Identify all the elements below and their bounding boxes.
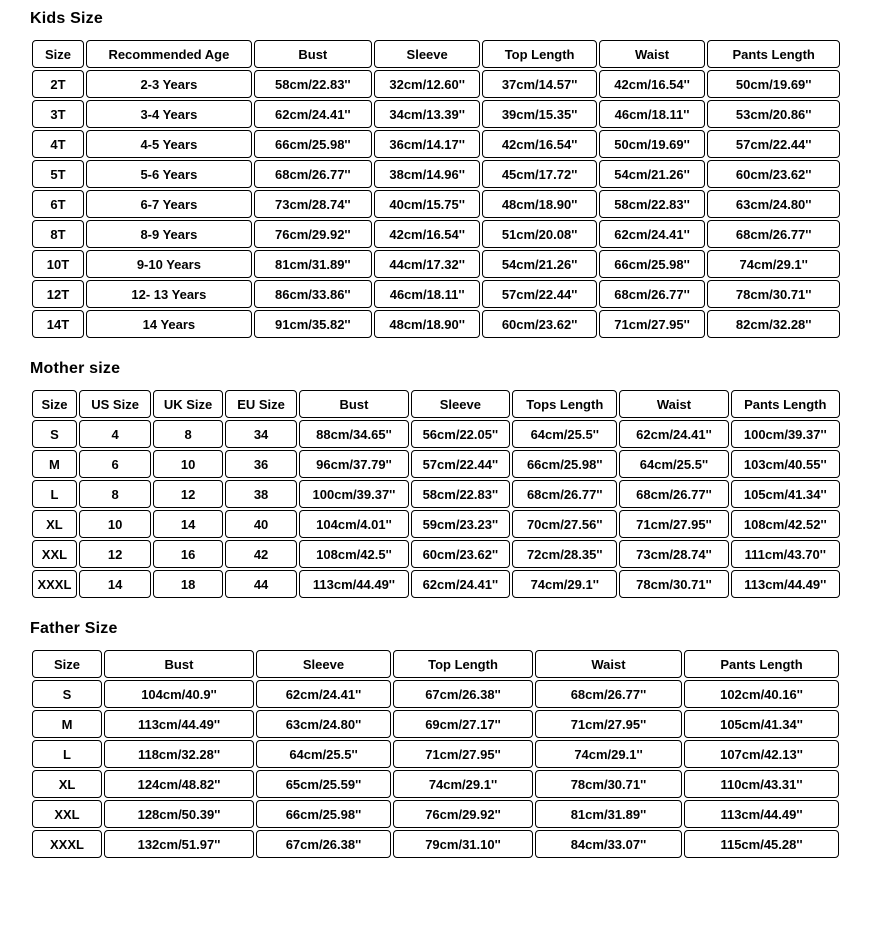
table-cell: 82cm/32.28'' [707,310,840,338]
table-cell: 113cm/44.49'' [684,800,839,828]
table-cell: 62cm/24.41'' [256,680,391,708]
table-cell: 66cm/25.98'' [256,800,391,828]
table-header-row [32,650,839,678]
table-row [32,540,840,568]
table-header-row [32,390,840,418]
table-cell: 2-3 Years [86,70,252,98]
table-cell: 104cm/40.9'' [104,680,254,708]
table-cell: 9-10 Years [86,250,252,278]
table-cell: 45cm/17.72'' [482,160,596,188]
table-cell: 60cm/23.62'' [482,310,596,338]
table-row [32,310,840,338]
table-cell: 100cm/39.37'' [731,420,840,448]
column-header: US Size [79,390,151,418]
table-cell: 18 [153,570,223,598]
table-cell: 50cm/19.69'' [707,70,840,98]
table-cell: 42cm/16.54'' [599,70,706,98]
table-row [32,770,839,798]
table-cell: 66cm/25.98'' [599,250,706,278]
table-cell: 54cm/21.26'' [599,160,706,188]
table-cell: 8 [79,480,151,508]
table-cell: 16 [153,540,223,568]
table-cell: 5T [32,160,84,188]
table-row [32,680,839,708]
table-cell: 58cm/22.83'' [254,70,372,98]
table-cell: 58cm/22.83'' [411,480,510,508]
table-cell: 6 [79,450,151,478]
father-size-table [30,648,841,860]
table-row [32,830,839,858]
table-cell: 105cm/41.34'' [731,480,840,508]
table-cell: 74cm/29.1'' [535,740,682,768]
table-cell: 108cm/42.52'' [731,510,840,538]
table-cell: 88cm/34.65'' [299,420,408,448]
table-cell: 111cm/43.70'' [731,540,840,568]
table-cell: 62cm/24.41'' [619,420,728,448]
table-row [32,570,840,598]
table-cell: 42cm/16.54'' [482,130,596,158]
table-cell: 113cm/44.49'' [104,710,254,738]
column-header: Size [32,390,77,418]
section-mother-size [30,360,842,600]
table-cell: 4-5 Years [86,130,252,158]
table-cell: 12 [153,480,223,508]
table-cell: 113cm/44.49'' [731,570,840,598]
table-cell: 79cm/31.10'' [393,830,533,858]
column-header: Bust [299,390,408,418]
table-cell: 4T [32,130,84,158]
column-header: Pants Length [731,390,840,418]
table-cell: 78cm/30.71'' [619,570,728,598]
table-cell: 14 [79,570,151,598]
table-cell: 38 [225,480,297,508]
table-cell: XXXL [32,570,77,598]
column-header: Size [32,40,84,68]
table-cell: 14T [32,310,84,338]
table-cell: 72cm/28.35'' [512,540,617,568]
table-cell: 81cm/31.89'' [535,800,682,828]
table-cell: 14 [153,510,223,538]
table-cell: 78cm/30.71'' [707,280,840,308]
table-cell: 78cm/30.71'' [535,770,682,798]
table-cell: 105cm/41.34'' [684,710,839,738]
column-header: Recommended Age [86,40,252,68]
table-cell: 66cm/25.98'' [512,450,617,478]
table-cell: 44cm/17.32'' [374,250,481,278]
section-father-size [30,620,842,860]
table-row [32,220,840,248]
table-cell: 62cm/24.41'' [254,100,372,128]
table-row [32,480,840,508]
table-cell: 48cm/18.90'' [374,310,481,338]
table-cell: 74cm/29.1'' [393,770,533,798]
column-header: Pants Length [684,650,839,678]
table-cell: 74cm/29.1'' [512,570,617,598]
table-cell: 40cm/15.75'' [374,190,481,218]
table-cell: 108cm/42.5'' [299,540,408,568]
kids-size-title: Kids Size [30,10,103,27]
column-header: Tops Length [512,390,617,418]
table-cell: 113cm/44.49'' [299,570,408,598]
table-cell: 53cm/20.86'' [707,100,840,128]
table-cell: 68cm/26.77'' [254,160,372,188]
table-cell: 8-9 Years [86,220,252,248]
column-header: Pants Length [707,40,840,68]
table-cell: 64cm/25.5'' [512,420,617,448]
table-cell: 68cm/26.77'' [599,280,706,308]
table-cell: 46cm/18.11'' [374,280,481,308]
table-cell: 69cm/27.17'' [393,710,533,738]
table-cell: 56cm/22.05'' [411,420,510,448]
table-cell: 60cm/23.62'' [411,540,510,568]
table-cell: 124cm/48.82'' [104,770,254,798]
table-cell: 40 [225,510,297,538]
table-cell: 104cm/4.01'' [299,510,408,538]
table-cell: 91cm/35.82'' [254,310,372,338]
section-kids-size [30,10,842,340]
table-cell: 132cm/51.97'' [104,830,254,858]
table-cell: 67cm/26.38'' [256,830,391,858]
table-cell: 110cm/43.31'' [684,770,839,798]
column-header: Sleeve [411,390,510,418]
table-cell: 10 [79,510,151,538]
table-cell: 81cm/31.89'' [254,250,372,278]
table-cell: 118cm/32.28'' [104,740,254,768]
table-row [32,710,839,738]
table-cell: M [32,450,77,478]
table-cell: 34cm/13.39'' [374,100,481,128]
table-cell: 86cm/33.86'' [254,280,372,308]
table-cell: 50cm/19.69'' [599,130,706,158]
column-header: EU Size [225,390,297,418]
table-row [32,250,840,278]
table-cell: XL [32,770,102,798]
table-cell: S [32,420,77,448]
table-cell: 10T [32,250,84,278]
table-cell: 34 [225,420,297,448]
table-cell: 57cm/22.44'' [482,280,596,308]
table-cell: 102cm/40.16'' [684,680,839,708]
table-cell: 63cm/24.80'' [256,710,391,738]
table-cell: 4 [79,420,151,448]
table-cell: 57cm/22.44'' [707,130,840,158]
table-cell: 128cm/50.39'' [104,800,254,828]
table-cell: S [32,680,102,708]
table-cell: 36 [225,450,297,478]
table-cell: 96cm/37.79'' [299,450,408,478]
table-cell: 3T [32,100,84,128]
table-cell: 76cm/29.92'' [254,220,372,248]
column-header: Size [32,650,102,678]
table-cell: 68cm/26.77'' [707,220,840,248]
table-cell: 48cm/18.90'' [482,190,596,218]
table-cell: 103cm/40.55'' [731,450,840,478]
table-cell: 51cm/20.08'' [482,220,596,248]
table-cell: 10 [153,450,223,478]
table-cell: 42 [225,540,297,568]
mother-size-table [30,388,842,600]
table-cell: 12 [79,540,151,568]
table-cell: 63cm/24.80'' [707,190,840,218]
table-cell: 70cm/27.56'' [512,510,617,538]
table-row [32,160,840,188]
father-size-title: Father Size [30,620,118,637]
table-header-row [32,40,840,68]
table-cell: 68cm/26.77'' [512,480,617,508]
table-cell: 115cm/45.28'' [684,830,839,858]
table-cell: 8T [32,220,84,248]
table-cell: 71cm/27.95'' [599,310,706,338]
mother-size-title: Mother size [30,360,121,377]
table-cell: 84cm/33.07'' [535,830,682,858]
column-header: Sleeve [374,40,481,68]
table-cell: 76cm/29.92'' [393,800,533,828]
table-cell: 37cm/14.57'' [482,70,596,98]
table-cell: 64cm/25.5'' [619,450,728,478]
table-cell: 71cm/27.95'' [535,710,682,738]
table-row [32,190,840,218]
table-cell: 100cm/39.37'' [299,480,408,508]
table-cell: 2T [32,70,84,98]
column-header: UK Size [153,390,223,418]
table-cell: 60cm/23.62'' [707,160,840,188]
table-cell: 42cm/16.54'' [374,220,481,248]
table-cell: 57cm/22.44'' [411,450,510,478]
table-cell: 107cm/42.13'' [684,740,839,768]
table-cell: 39cm/15.35'' [482,100,596,128]
table-cell: XXXL [32,830,102,858]
column-header: Waist [619,390,728,418]
table-cell: L [32,740,102,768]
table-cell: 67cm/26.38'' [393,680,533,708]
table-cell: 36cm/14.17'' [374,130,481,158]
table-cell: 64cm/25.5'' [256,740,391,768]
table-cell: 14 Years [86,310,252,338]
table-cell: 54cm/21.26'' [482,250,596,278]
table-row [32,280,840,308]
table-cell: 73cm/28.74'' [254,190,372,218]
table-cell: 6-7 Years [86,190,252,218]
table-cell: XL [32,510,77,538]
table-cell: 59cm/23.23'' [411,510,510,538]
table-cell: 65cm/25.59'' [256,770,391,798]
table-cell: 62cm/24.41'' [599,220,706,248]
table-cell: 71cm/27.95'' [393,740,533,768]
table-cell: 6T [32,190,84,218]
table-cell: 46cm/18.11'' [599,100,706,128]
column-header: Sleeve [256,650,391,678]
table-cell: 38cm/14.96'' [374,160,481,188]
table-cell: L [32,480,77,508]
table-row [32,740,839,768]
column-header: Waist [535,650,682,678]
table-cell: XXL [32,800,102,828]
table-row [32,70,840,98]
table-cell: 68cm/26.77'' [619,480,728,508]
column-header: Top Length [482,40,596,68]
table-row [32,450,840,478]
table-cell: 71cm/27.95'' [619,510,728,538]
table-cell: 12T [32,280,84,308]
table-cell: 44 [225,570,297,598]
column-header: Waist [599,40,706,68]
table-row [32,100,840,128]
table-cell: 62cm/24.41'' [411,570,510,598]
table-cell: M [32,710,102,738]
table-row [32,130,840,158]
table-row [32,510,840,538]
column-header: Bust [104,650,254,678]
table-cell: 58cm/22.83'' [599,190,706,218]
table-cell: 3-4 Years [86,100,252,128]
table-cell: 12- 13 Years [86,280,252,308]
column-header: Top Length [393,650,533,678]
table-cell: 66cm/25.98'' [254,130,372,158]
table-cell: 32cm/12.60'' [374,70,481,98]
table-cell: 8 [153,420,223,448]
table-row [32,420,840,448]
table-cell: 68cm/26.77'' [535,680,682,708]
column-header: Bust [254,40,372,68]
table-cell: 5-6 Years [86,160,252,188]
table-cell: 74cm/29.1'' [707,250,840,278]
kids-size-table [30,38,842,340]
table-cell: XXL [32,540,77,568]
table-cell: 73cm/28.74'' [619,540,728,568]
table-row [32,800,839,828]
